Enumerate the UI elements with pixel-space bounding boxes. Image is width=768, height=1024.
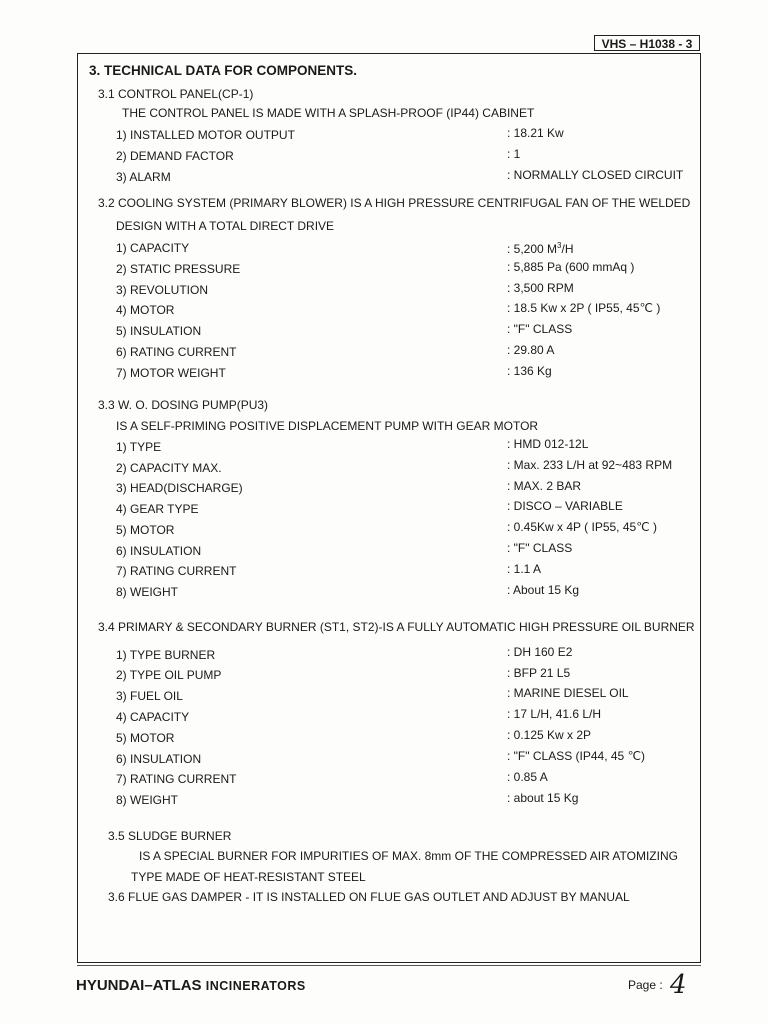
- spec-value: : Max. 233 L/H at 92~483 RPM: [507, 458, 673, 472]
- spec-label: 2) DEMAND FACTOR: [116, 149, 234, 163]
- spec-value: : MAX. 2 BAR: [507, 479, 582, 493]
- document-code: VHS – H1038 - 3: [594, 35, 700, 51]
- spec-label: 4) CAPACITY: [116, 710, 190, 724]
- spec-label: 7) RATING CURRENT: [116, 564, 237, 578]
- spec-value-capacity: : 5,200 $M^3/H$: [507, 241, 574, 256]
- page-title: 3. TECHNICAL DATA FOR COMPONENTS.: [89, 63, 358, 78]
- spec-label: 8) WEIGHT: [116, 585, 178, 599]
- section-3-2-heading: 3.2 COOLING SYSTEM (PRIMARY BLOWER) IS A HIGH PRESSURE CENTRIFUGAL FAN OF THE WELDED: [98, 196, 691, 210]
- spec-value: : 0.45Kw x 4P ( IP55, 45℃ ): [507, 520, 657, 534]
- section-3-1-heading: 3.1 CONTROL PANEL(CP-1): [98, 87, 254, 101]
- spec-label: 6) INSULATION: [116, 752, 202, 766]
- spec-label: 7) MOTOR WEIGHT: [116, 366, 226, 380]
- spec-value: : MARINE DIESEL OIL: [507, 686, 629, 700]
- spec-label: 4) MOTOR: [116, 303, 175, 317]
- spec-value: : HMD 012-12L: [507, 437, 589, 451]
- spec-label: 3) REVOLUTION: [116, 283, 209, 297]
- spec-value: : 29.80 A: [507, 343, 555, 357]
- spec-label: 5) INSULATION: [116, 324, 202, 338]
- section-3-1-description: THE CONTROL PANEL IS MADE WITH A SPLASH-PROOF (IP44) CABINET: [122, 106, 535, 120]
- spec-label: 3) ALARM: [116, 170, 171, 184]
- spec-value: : about 15 Kg: [507, 791, 579, 805]
- spec-value: : BFP 21 L5: [507, 666, 571, 680]
- spec-label: 6) INSULATION: [116, 544, 202, 558]
- spec-value: : 3,500 RPM: [507, 281, 574, 295]
- section-3-4-heading: 3.4 PRIMARY & SECONDARY BURNER (ST1, ST2)-IS A FULLY AUTOMATIC HIGH PRESSURE OIL BURNER: [98, 620, 695, 634]
- spec-label: 1) TYPE: [116, 440, 162, 454]
- section-3-5-line2: TYPE MADE OF HEAT-RESISTANT STEEL: [131, 870, 366, 884]
- spec-value: : 18.21 Kw: [507, 126, 564, 140]
- brand-name: HYUNDAI–ATLAS: [76, 977, 202, 994]
- section-3-5-heading: 3.5 SLUDGE BURNER: [108, 829, 232, 843]
- spec-value: : About 15 Kg: [507, 583, 580, 597]
- spec-label: 4) GEAR TYPE: [116, 502, 199, 516]
- spec-label: 6) RATING CURRENT: [116, 345, 237, 359]
- spec-value: : 5,885 Pa (600 mmAq ): [507, 260, 635, 274]
- footer-brand: [76, 977, 306, 994]
- spec-label: 2) CAPACITY MAX.: [116, 461, 222, 475]
- spec-value: : 0.125 Kw x 2P: [507, 728, 592, 742]
- spec-label: 8) WEIGHT: [116, 793, 178, 807]
- spec-value: : 0.85 A: [507, 770, 548, 784]
- spec-label: 5) MOTOR: [116, 731, 175, 745]
- page-number: 4: [670, 970, 687, 1000]
- spec-value: : DH 160 E2: [507, 645, 573, 659]
- spec-value: : "F" CLASS: [507, 541, 573, 555]
- brand-suffix: INCINERATORS: [205, 979, 306, 993]
- spec-value: : 1: [507, 147, 521, 161]
- spec-value: : "F" CLASS (IP44, 45 ℃): [507, 749, 646, 763]
- section-3-6-heading: 3.6 FLUE GAS DAMPER - IT IS INSTALLED ON FLUE GAS OUTLET AND ADJUST BY MANUAL: [108, 890, 630, 904]
- spec-label: 3) HEAD(DISCHARGE): [116, 481, 243, 495]
- section-3-3-description: IS A SELF-PRIMING POSITIVE DISPLACEMENT PUMP WITH GEAR MOTOR: [116, 419, 539, 433]
- spec-value: : NORMALLY CLOSED CIRCUIT: [507, 168, 684, 182]
- spec-label: 2) STATIC PRESSURE: [116, 262, 241, 276]
- spec-value: : 136 Kg: [507, 364, 552, 378]
- footer-divider: [77, 965, 701, 966]
- spec-value: : 17 L/H, 41.6 L/H: [507, 707, 602, 721]
- spec-value: : "F" CLASS: [507, 322, 573, 336]
- spec-label: 1) TYPE BURNER: [116, 648, 216, 662]
- spec-value: : DISCO – VARIABLE: [507, 499, 623, 513]
- spec-label: 7) RATING CURRENT: [116, 772, 237, 786]
- page-label: Page :: [628, 978, 663, 992]
- spec-value: : 1.1 A: [507, 562, 542, 576]
- spec-label: 1) INSTALLED MOTOR OUTPUT: [116, 128, 295, 142]
- section-3-3-heading: 3.3 W. O. DOSING PUMP(PU3): [98, 398, 269, 412]
- spec-label: 5) MOTOR: [116, 523, 175, 537]
- section-3-5-line1: IS A SPECIAL BURNER FOR IMPURITIES OF MAX. 8mm OF THE COMPRESSED AIR ATOMIZING: [139, 849, 678, 863]
- spec-value: : 18.5 Kw x 2P ( IP55, 45℃ ): [507, 301, 661, 315]
- spec-label: 1) CAPACITY: [116, 241, 190, 255]
- section-3-2-heading-cont: DESIGN WITH A TOTAL DIRECT DRIVE: [116, 219, 335, 233]
- spec-label: 2) TYPE OIL PUMP: [116, 668, 222, 682]
- spec-label: 3) FUEL OIL: [116, 689, 183, 703]
